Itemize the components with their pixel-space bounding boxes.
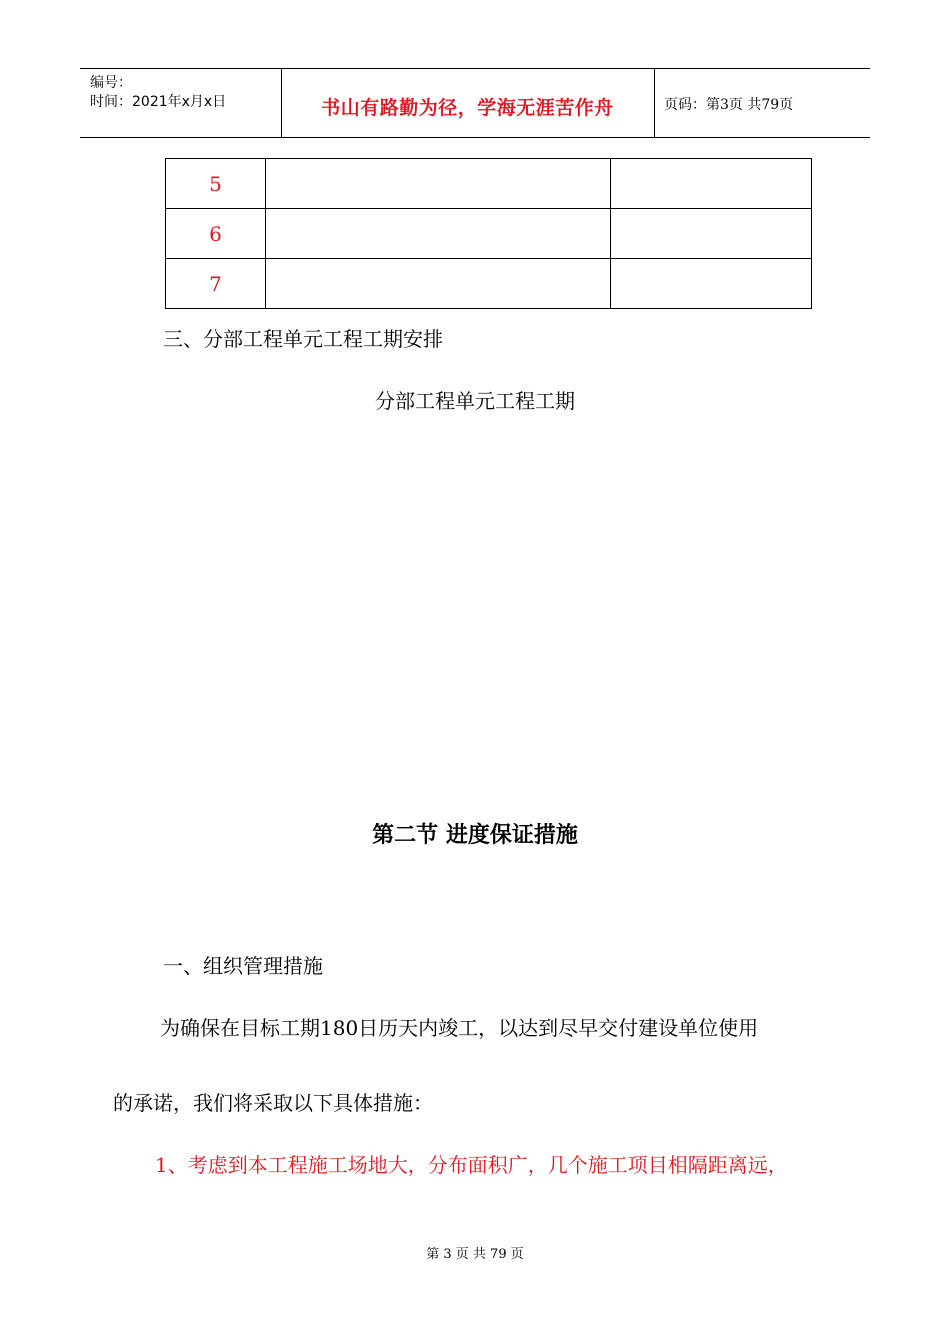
page-footer: 第 3 页 共 79 页	[426, 1247, 524, 1262]
table-cell	[266, 209, 611, 259]
section-title: 第二节 进度保证措施	[372, 823, 578, 848]
highlighted-paragraph-line: 1、考虑到本工程施工场地大，分布面积广，几个施工项目相隔距离远，	[155, 1153, 788, 1177]
table-cell-number: 7	[166, 259, 266, 309]
document-time-label: 时间：2021年x月x日	[90, 94, 227, 110]
table-cell	[611, 159, 812, 209]
table-row	[166, 209, 812, 259]
paragraph-line: 的承诺，我们将采取以下具体措施：	[113, 1091, 433, 1115]
header-page-number: 页码：第3页 共79页	[664, 97, 794, 113]
table-cell-number: 6	[166, 209, 266, 259]
table-row	[166, 159, 812, 209]
table-row	[166, 259, 812, 309]
paragraph-line: 为确保在目标工期180日历天内竣工，以达到尽早交付建设单位使用	[160, 1016, 759, 1040]
section-heading: 三、分部工程单元工程工期安排	[163, 327, 443, 351]
table-caption: 分部工程单元工程工期	[375, 389, 575, 413]
header-motto-cell	[281, 69, 655, 137]
sub-heading: 一、组织管理措施	[163, 954, 323, 978]
table-cell-number: 5	[166, 159, 266, 209]
table-cell	[266, 259, 611, 309]
header-page-cell	[655, 69, 870, 137]
page-header	[80, 68, 870, 138]
table-cell	[611, 259, 812, 309]
document-number-label: 编号：	[90, 75, 132, 91]
header-motto: 书山有路勤为径，学海无涯苦作舟	[321, 97, 614, 119]
schedule-table	[165, 158, 812, 309]
header-left-cell	[80, 69, 282, 137]
table-cell	[266, 159, 611, 209]
table-cell	[611, 209, 812, 259]
